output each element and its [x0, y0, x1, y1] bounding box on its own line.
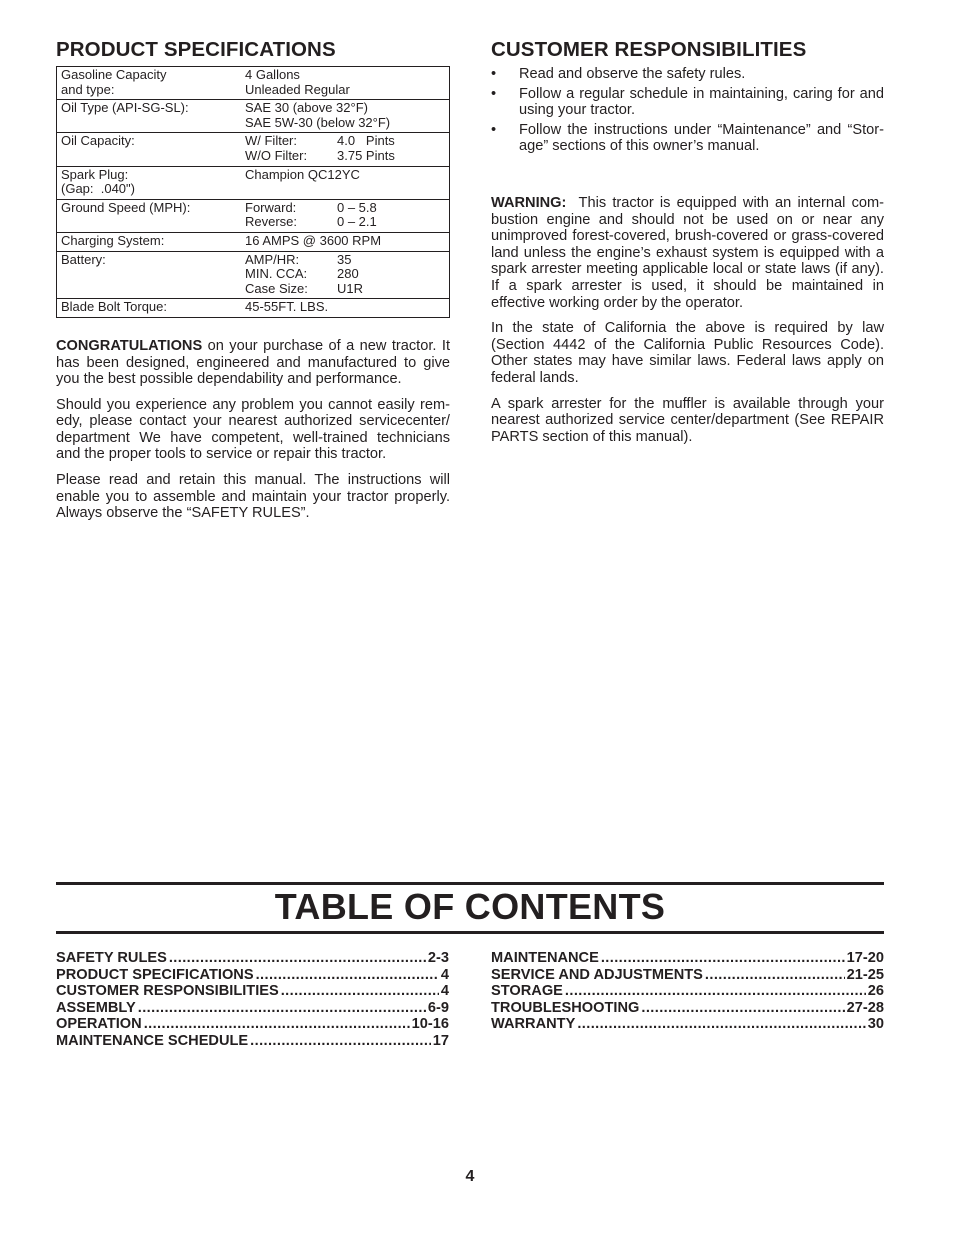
spec-label: Gasoline Capacity	[61, 67, 167, 82]
spec-sub-key: W/ Filter:	[245, 133, 297, 149]
spec-table	[56, 66, 450, 318]
toc-entry-page: 26	[867, 983, 884, 1000]
toc-entry-customer-responsibilities[interactable]	[56, 983, 449, 1000]
warning-text: This tractor is equipped with an internal com-bustion engine and should not be used on or near any unimproved forest-covered, brush-covered or grass-covered land unless the engine’s exhaust system is equipped with a spark arrester meeting applicable local or state laws (if any). If a spark arrester is used, it should be maintained in effective working order by the operator.	[491, 194, 893, 311]
toc-entry-service-and-adjustments[interactable]	[491, 967, 884, 984]
spec-row-ground-speed	[57, 199, 449, 232]
toc-entry-title: CUSTOMER RESPONSIBILITIES	[56, 983, 279, 1000]
toc-entry-page: 17	[432, 1032, 449, 1049]
retain-manual-paragraph: Please read and retain this manual. The instructions will enable you to assemble and maintain your tractor properly. Always observe the “SAFETY RULES”.	[56, 472, 450, 522]
toc-entry-page: 21-25	[846, 966, 884, 983]
toc-entry-title: TROUBLESHOOTING	[491, 999, 640, 1016]
spec-row-gasoline	[57, 67, 449, 99]
spec-label: Ground Speed (MPH):	[61, 199, 191, 215]
spec-sub-key: Case Size:	[245, 280, 308, 296]
spec-row-blade-bolt	[57, 298, 449, 317]
toc-entry-assembly[interactable]	[56, 1000, 449, 1017]
spec-sub-value: U1R	[337, 280, 364, 296]
congratulations-text: on your purchase of a new tractor. It has been designed, engineered and manufactured to give you the best possible dependability and performance.	[56, 337, 450, 388]
spec-sub-value: 0 – 5.8	[337, 199, 377, 215]
spec-sub-value: 3.75 Pints	[337, 147, 395, 163]
spec-sub-key: AMP/HR:	[245, 251, 300, 267]
congratulations-paragraph	[56, 338, 450, 388]
bullet-icon: •	[491, 66, 497, 82]
spec-sub-key: Reverse:	[245, 214, 298, 230]
left-column	[56, 38, 450, 531]
toc-entry-maintenance-schedule[interactable]	[56, 1033, 449, 1050]
toc-entry-page: 2-3	[427, 950, 449, 966]
toc-entry-maintenance[interactable]	[491, 950, 884, 967]
spec-label-line2: and type:	[61, 81, 115, 97]
toc-entry-page: 10-16	[411, 1016, 449, 1033]
list-item-text: Follow a regular schedule in maintaining, caring for and using your tractor.	[519, 85, 884, 119]
spec-label: Charging System:	[61, 232, 165, 248]
toc-entry-page: 17-20	[846, 950, 884, 966]
spec-label: Blade Bolt Torque:	[61, 299, 167, 315]
spec-value: SAE 30 (above 32°F)	[245, 100, 368, 116]
spark-arrester-paragraph: A spark arrester for the muffler is available through your nearest authorized service center/department (See REPAIR PARTS section of this manual).	[491, 395, 884, 445]
spec-label: Spark Plug:	[61, 166, 129, 182]
warning-paragraph	[491, 194, 893, 311]
toc-entry-safety-rules[interactable]	[56, 950, 449, 967]
toc-top-rule	[56, 882, 884, 885]
spec-row-oil-type	[57, 99, 449, 132]
list-item	[491, 122, 884, 155]
spec-sub-key: W/O Filter:	[245, 147, 308, 163]
spec-sub-value: 0 – 2.1	[337, 214, 377, 230]
spec-value: Champion QC12YC	[245, 166, 360, 182]
spec-label: Battery:	[61, 251, 106, 267]
toc-entry-title: STORAGE	[491, 983, 563, 1000]
toc-entry-page: 27-28	[846, 999, 884, 1016]
spec-value-line2: Unleaded Regular	[245, 81, 350, 97]
page-number: 4	[465, 1168, 475, 1185]
spec-row-spark-plug	[57, 166, 449, 199]
toc-entry-page: 4	[440, 983, 449, 1000]
customer-responsibilities-heading: CUSTOMER RESPONSIBILITIES	[491, 38, 807, 61]
spec-row-oil-capacity	[57, 132, 449, 165]
spec-row-battery	[57, 251, 449, 299]
spec-sub-key: Forward:	[245, 199, 297, 215]
spec-value: 45-55FT. LBS.	[245, 299, 329, 315]
toc-entry-title: PRODUCT SPECIFICATIONS	[56, 966, 254, 983]
responsibilities-list	[491, 66, 884, 155]
toc-entry-title: ASSEMBLY	[56, 999, 136, 1016]
spec-value-line2: SAE 5W-30 (below 32°F)	[245, 114, 391, 130]
warning-lead: WARNING:	[491, 194, 567, 211]
spec-label-line2: (Gap: .040")	[61, 181, 135, 197]
service-paragraph: Should you experience any problem you cannot easily rem-edy, please contact your nearest authorized servicecenter/ department We have competent, well-trained technicians and the proper tools to service or repair this tractor.	[56, 396, 450, 463]
toc-entry-operation[interactable]	[56, 1016, 449, 1033]
congratulations-lead: CONGRATULATIONS	[56, 337, 203, 354]
toc-entry-title: OPERATION	[56, 1016, 142, 1033]
spec-row-charging	[57, 232, 449, 251]
spec-label: Oil Capacity:	[61, 133, 135, 149]
toc-entry-storage[interactable]	[491, 983, 884, 1000]
spec-label: Oil Type (API-SG-SL):	[61, 100, 189, 116]
spec-value: 16 AMPS @ 3600 RPM	[245, 232, 382, 248]
toc-right-column	[491, 950, 884, 1033]
california-paragraph: In the state of California the above is required by law (Section 4442 of the California Public Resources Code). Other states may have similar laws. Federal laws apply on federal lands.	[491, 320, 884, 386]
toc-entry-page: 30	[867, 1016, 884, 1033]
toc-entry-troubleshooting[interactable]	[491, 1000, 884, 1017]
toc-entry-warranty[interactable]	[491, 1016, 884, 1033]
list-item-text: Follow the instructions under “Maintenance” and “Stor-age” sections of this owner’s manual.	[519, 121, 884, 155]
toc-entry-product-specifications[interactable]	[56, 967, 449, 984]
list-item	[491, 66, 884, 83]
spec-sub-key: MIN. CCA:	[245, 266, 308, 282]
list-item-text: Read and observe the safety rules.	[519, 66, 746, 82]
product-specifications-heading: PRODUCT SPECIFICATIONS	[56, 38, 336, 61]
right-column	[491, 38, 893, 454]
toc-left-column	[56, 950, 449, 1050]
toc-bottom-rule	[56, 931, 884, 934]
toc-title: TABLE OF CONTENTS	[274, 886, 666, 927]
toc-entry-title: SERVICE AND ADJUSTMENTS	[491, 966, 703, 983]
toc-entry-title: MAINTENANCE	[491, 950, 599, 966]
toc-entry-page: 6-9	[427, 999, 449, 1016]
bullet-icon: •	[491, 121, 497, 138]
spec-sub-value: 4.0 Pints	[337, 133, 395, 149]
toc-entry-page: 4	[440, 966, 449, 983]
toc-entry-title: WARRANTY	[491, 1016, 576, 1033]
spec-sub-value: 280	[337, 266, 359, 282]
list-item	[491, 86, 884, 119]
toc-entry-title: SAFETY RULES	[56, 950, 167, 966]
toc-entry-title: MAINTENANCE SCHEDULE	[56, 1032, 249, 1049]
spec-value: 4 Gallons	[245, 67, 300, 82]
bullet-icon: •	[491, 85, 497, 102]
warning-block	[491, 194, 893, 445]
spec-sub-value: 35	[337, 251, 352, 267]
